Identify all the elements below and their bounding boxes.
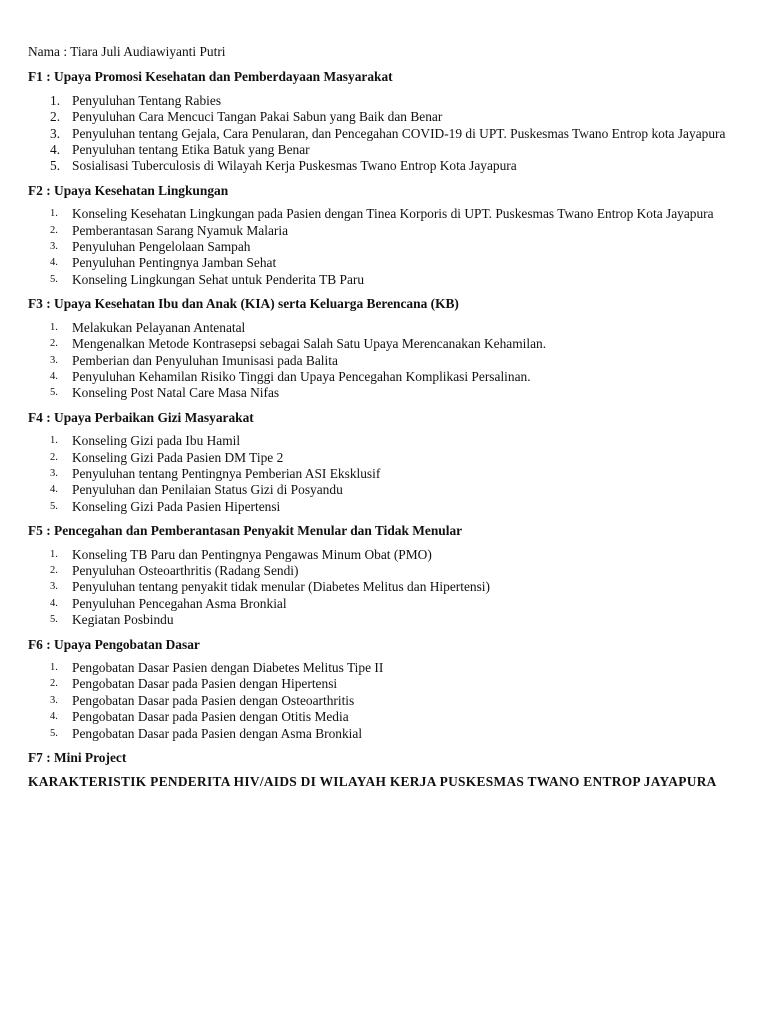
list-item xyxy=(28,93,750,109)
list-item xyxy=(28,499,750,515)
list-item xyxy=(28,433,750,449)
section-f3 xyxy=(28,296,750,401)
list-text: Pemberian dan Penyuluhan Imunisasi pada Balita xyxy=(72,352,338,368)
section-code: F2 xyxy=(28,182,43,198)
list-item xyxy=(28,223,750,239)
list-number: 5. xyxy=(50,500,58,512)
list-number: 3. xyxy=(50,354,58,366)
list-item xyxy=(28,206,750,222)
section-title xyxy=(28,637,750,653)
section-title-text: : Upaya Perbaikan Gizi Masyarakat xyxy=(42,409,254,425)
list-text: Konseling TB Paru dan Pentingnya Pengawas Minum Obat (PMO) xyxy=(72,546,432,562)
list-text: Penyuluhan dan Penilaian Status Gizi di Posyandu xyxy=(72,482,343,498)
list-number: 2. xyxy=(50,451,58,463)
activity-list xyxy=(28,660,750,742)
list-text: Pengobatan Dasar pada Pasien dengan Asma Bronkial xyxy=(72,725,363,741)
list-text: Konseling Post Natal Care Masa Nifas xyxy=(72,385,280,401)
list-text: Penyuluhan Kehamilan Risiko Tinggi dan Upaya Pencegahan Komplikasi Persalinan. xyxy=(72,368,531,384)
section-code: F7 xyxy=(28,750,43,766)
list-number: 1. xyxy=(50,435,58,447)
list-text: Konseling Kesehatan Lingkungan pada Pasien dengan Tinea Korporis di UPT. Puskesmas Twano Entrop Kota Jayapura xyxy=(72,206,714,222)
list-item xyxy=(28,660,750,676)
list-number: 3. xyxy=(50,694,58,706)
section-title xyxy=(28,410,750,426)
section-f7 xyxy=(28,750,750,766)
section-title xyxy=(28,69,750,85)
list-item xyxy=(28,547,750,563)
activity-list xyxy=(28,206,750,288)
list-item xyxy=(28,482,750,498)
list-number: 4. xyxy=(50,370,58,382)
list-number: 2. xyxy=(50,564,58,576)
list-number: 2. xyxy=(50,109,61,125)
list-item xyxy=(28,142,750,158)
name-line: Nama : Tiara Juli Audiawiyanti Putri xyxy=(28,44,226,59)
list-number: 4. xyxy=(50,484,58,496)
list-text: Penyuluhan Pengelolaan Sampah xyxy=(72,239,251,255)
list-item xyxy=(28,579,750,595)
section-f5 xyxy=(28,523,750,628)
list-number: 1. xyxy=(50,321,58,333)
list-number: 2. xyxy=(50,224,58,236)
list-item xyxy=(28,126,750,142)
list-number: 2. xyxy=(50,678,58,690)
list-item xyxy=(28,255,750,271)
section-title-text: : Mini Project xyxy=(42,750,127,766)
list-item xyxy=(28,239,750,255)
list-number: 1. xyxy=(50,92,61,108)
list-text: Pengobatan Dasar pada Pasien dengan Osteoarthritis xyxy=(72,692,355,708)
list-text: Pengobatan Dasar Pasien dengan Diabetes Melitus Tipe II xyxy=(72,660,384,675)
list-text: Melakukan Pelayanan Antenatal xyxy=(72,319,246,335)
list-item xyxy=(28,693,750,709)
section-code: F1 xyxy=(28,69,43,85)
list-text: Konseling Gizi Pada Pasien DM Tipe 2 xyxy=(72,449,284,465)
list-item xyxy=(28,450,750,466)
section-title xyxy=(28,523,750,539)
list-number: 4. xyxy=(50,257,58,269)
list-item xyxy=(28,466,750,482)
activity-list xyxy=(28,433,750,515)
list-item xyxy=(28,369,750,385)
list-item xyxy=(28,676,750,692)
section-code: F4 xyxy=(28,409,43,425)
list-number: 1. xyxy=(50,208,58,220)
list-number: 3. xyxy=(50,581,58,593)
list-number: 4. xyxy=(50,711,58,723)
list-number: 5. xyxy=(50,614,58,626)
section-title-text: : Upaya Kesehatan Lingkungan xyxy=(42,182,229,198)
section-title-text: : Upaya Promosi Kesehatan dan Pemberdayaan Masyarakat xyxy=(42,69,393,85)
list-text: Konseling Gizi pada Ibu Hamil xyxy=(72,433,241,449)
section-code: F6 xyxy=(28,636,43,652)
list-item xyxy=(28,385,750,401)
list-text: Penyuluhan Pencegahan Asma Bronkial xyxy=(72,595,287,611)
list-item xyxy=(28,336,750,352)
list-number: 5. xyxy=(50,387,58,399)
section-f4 xyxy=(28,410,750,515)
list-item xyxy=(28,109,750,125)
list-item xyxy=(28,596,750,612)
list-text: Sosialisasi Tuberculosis di Wilayah Kerja Puskesmas Twano Entrop Kota Jayapura xyxy=(72,158,517,174)
section-title-text: : Upaya Pengobatan Dasar xyxy=(42,636,200,652)
list-number: 5. xyxy=(50,273,58,285)
section-title xyxy=(28,750,750,766)
mini-project-title: KARAKTERISTIK PENDERITA HIV/AIDS DI WILAYAH KERJA PUSKESMAS TWANO ENTROP JAYAPURA xyxy=(28,774,717,790)
list-number: 4. xyxy=(50,142,61,158)
list-text: Pengobatan Dasar pada Pasien dengan Otitis Media xyxy=(72,709,349,725)
list-text: Penyuluhan Pentingnya Jamban Sehat xyxy=(72,255,277,271)
list-number: 4. xyxy=(50,597,58,609)
list-item xyxy=(28,709,750,725)
section-f2 xyxy=(28,183,750,288)
list-text: Penyuluhan Osteoarthritis (Radang Sendi) xyxy=(72,562,299,578)
list-text: Penyuluhan tentang Etika Batuk yang Benar xyxy=(72,142,310,158)
list-text: Penyuluhan Tentang Rabies xyxy=(72,92,222,108)
list-item xyxy=(28,158,750,174)
list-number: 3. xyxy=(50,241,58,253)
activity-list xyxy=(28,320,750,402)
list-number: 5. xyxy=(50,727,58,739)
list-text: Penyuluhan Cara Mencuci Tangan Pakai Sabun yang Baik dan Benar xyxy=(72,109,443,125)
list-number: 1. xyxy=(50,548,58,560)
list-item xyxy=(28,353,750,369)
activity-list xyxy=(28,93,750,175)
list-text: Penyuluhan tentang Pentingnya Pemberian ASI Eksklusif xyxy=(72,465,381,481)
list-text: Mengenalkan Metode Kontrasepsi sebagai Salah Satu Upaya Merencanakan Kehamilan. xyxy=(72,336,547,352)
list-item xyxy=(28,320,750,336)
section-f6 xyxy=(28,637,750,742)
list-text: Penyuluhan tentang Gejala, Cara Penularan, dan Pencegahan COVID-19 di UPT. Puskesmas Twano Entrop kota Jayapura xyxy=(72,125,726,141)
section-title xyxy=(28,296,750,312)
section-code: F5 xyxy=(28,523,43,539)
section-title-text: : Pencegahan dan Pemberantasan Penyakit Menular dan Tidak Menular xyxy=(42,523,463,539)
list-item xyxy=(28,563,750,579)
list-text: Pengobatan Dasar pada Pasien dengan Hipertensi xyxy=(72,676,338,692)
section-f1 xyxy=(28,69,750,174)
list-text: Konseling Gizi Pada Pasien Hipertensi xyxy=(72,498,281,514)
list-text: Konseling Lingkungan Sehat untuk Penderita TB Paru xyxy=(72,271,365,287)
list-item xyxy=(28,612,750,628)
list-text: Pemberantasan Sarang Nyamuk Malaria xyxy=(72,222,289,238)
list-number: 3. xyxy=(50,467,58,479)
list-number: 3. xyxy=(50,125,61,141)
list-number: 1. xyxy=(50,662,58,673)
section-title xyxy=(28,183,750,199)
activity-list xyxy=(28,547,750,629)
list-text: Penyuluhan tentang penyakit tidak menular (Diabetes Melitus dan Hipertensi) xyxy=(72,579,490,595)
list-item xyxy=(28,726,750,742)
list-number: 2. xyxy=(50,338,58,350)
section-title-text: : Upaya Kesehatan Ibu dan Anak (KIA) serta Keluarga Berencana (KB) xyxy=(42,296,459,312)
section-code: F3 xyxy=(28,296,43,312)
list-item xyxy=(28,272,750,288)
list-text: Kegiatan Posbindu xyxy=(72,612,174,628)
list-number: 5. xyxy=(50,158,61,174)
